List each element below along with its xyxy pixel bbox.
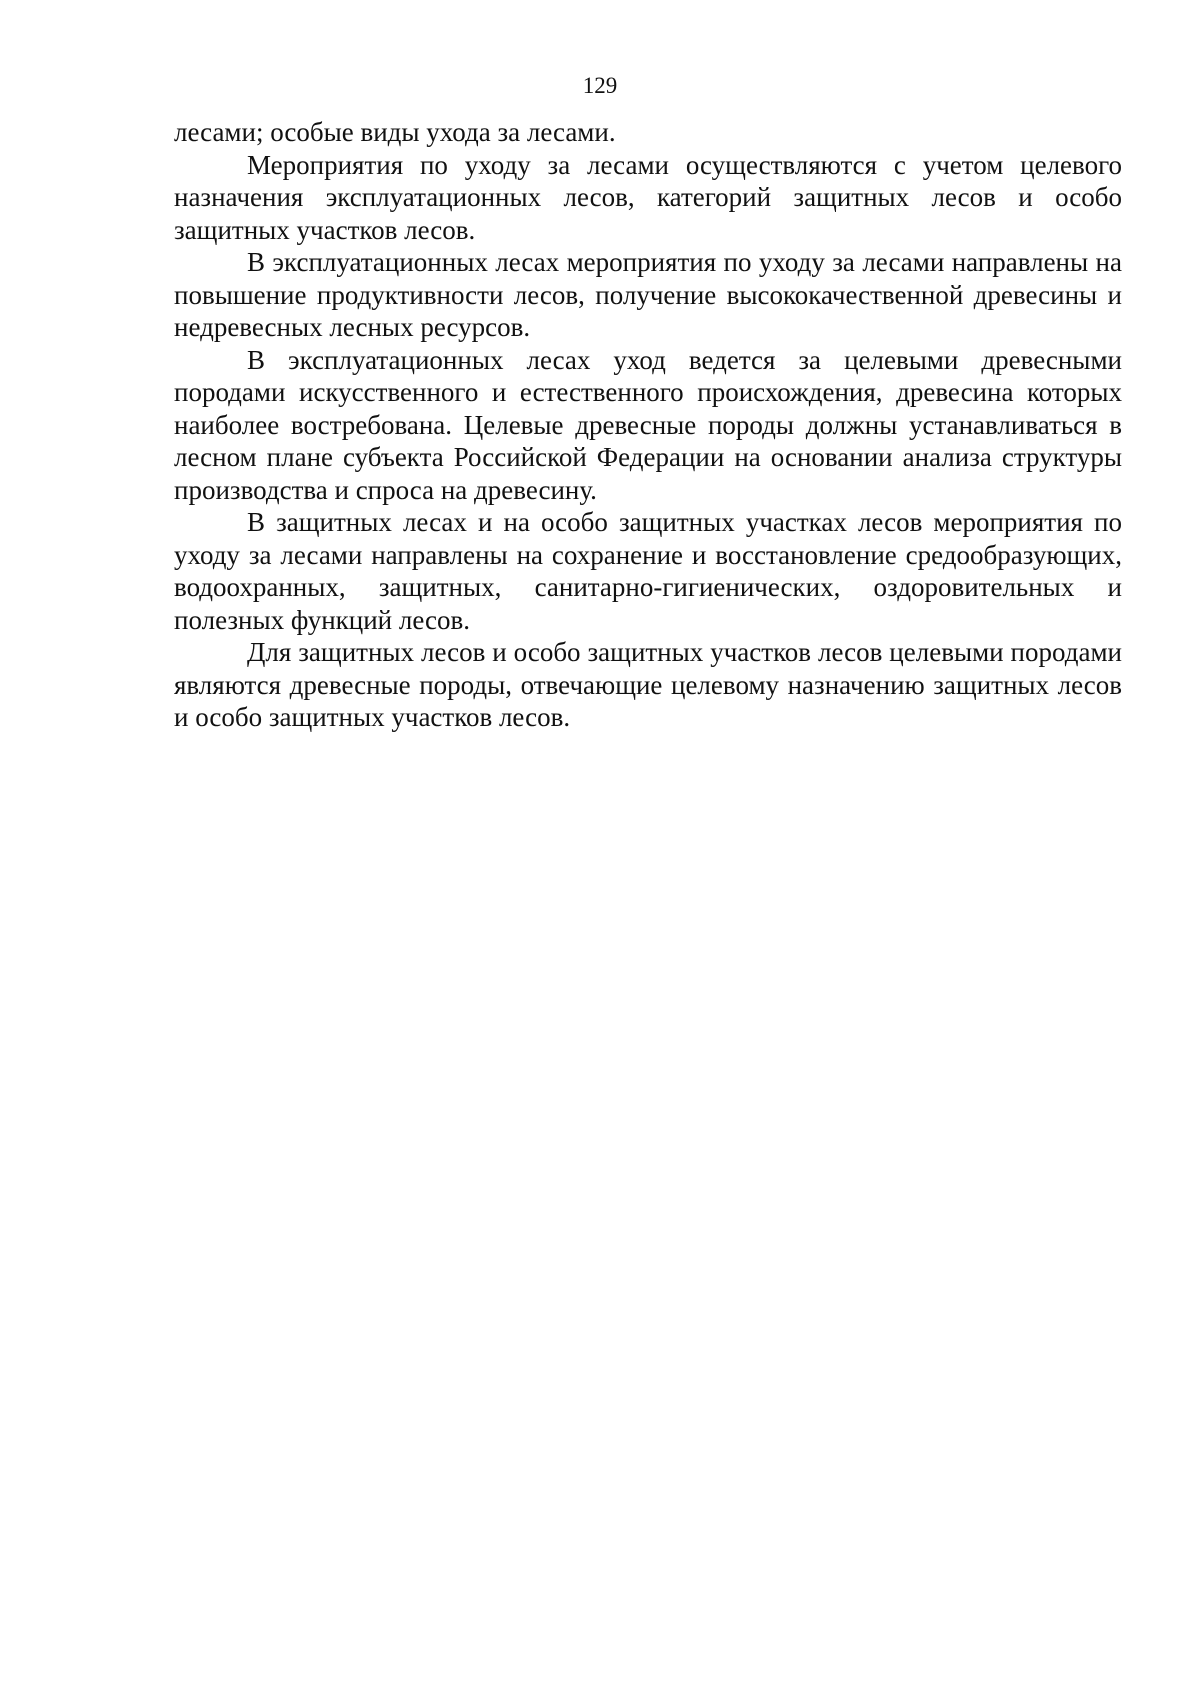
page-number: 129 (582, 73, 618, 98)
paragraph-continuation: лесами; особые виды ухода за лесами. (174, 117, 616, 147)
paragraph-care-measures: Мероприятия по уходу за лесами осуществляются с учетом целевого назначения эксплуатационных лесов, категорий защитных лесов и особо защитных участков лесов. (174, 149, 1122, 245)
paragraph-target-species: В эксплуатационных лесах уход ведется за целевыми древесными породами искусственного и естественного происхождения, древесина которых наиболее востребована. Целевые древесные породы должны устанавливаться в лесном плане субъекта Российской Федерации на основании анализа структуры производства и спроса на древесину. (174, 344, 1122, 505)
paragraph-protective-target-species: Для защитных лесов и особо защитных участков лесов целевыми породами являются древесные породы, отвечающие целевому назначению защитных лесов и особо защитных участков лесов. (174, 637, 1122, 732)
paragraph-exploitation-forests-aims: В эксплуатационных лесах мероприятия по уходу за лесами направлены на повышение продуктивности лесов, получение высококачественной древесины и недревесных лесных ресурсов. (174, 247, 1122, 342)
document-body (174, 116, 1122, 734)
paragraph-protective-forests-aims: В защитных лесах и на особо защитных участках лесов мероприятия по уходу за лесами направлены на сохранение и восстановление средообразующих, водоохранных, защитных, санитарно-гигиенических, оздоровительных и полезных функций лесов. (174, 507, 1122, 635)
